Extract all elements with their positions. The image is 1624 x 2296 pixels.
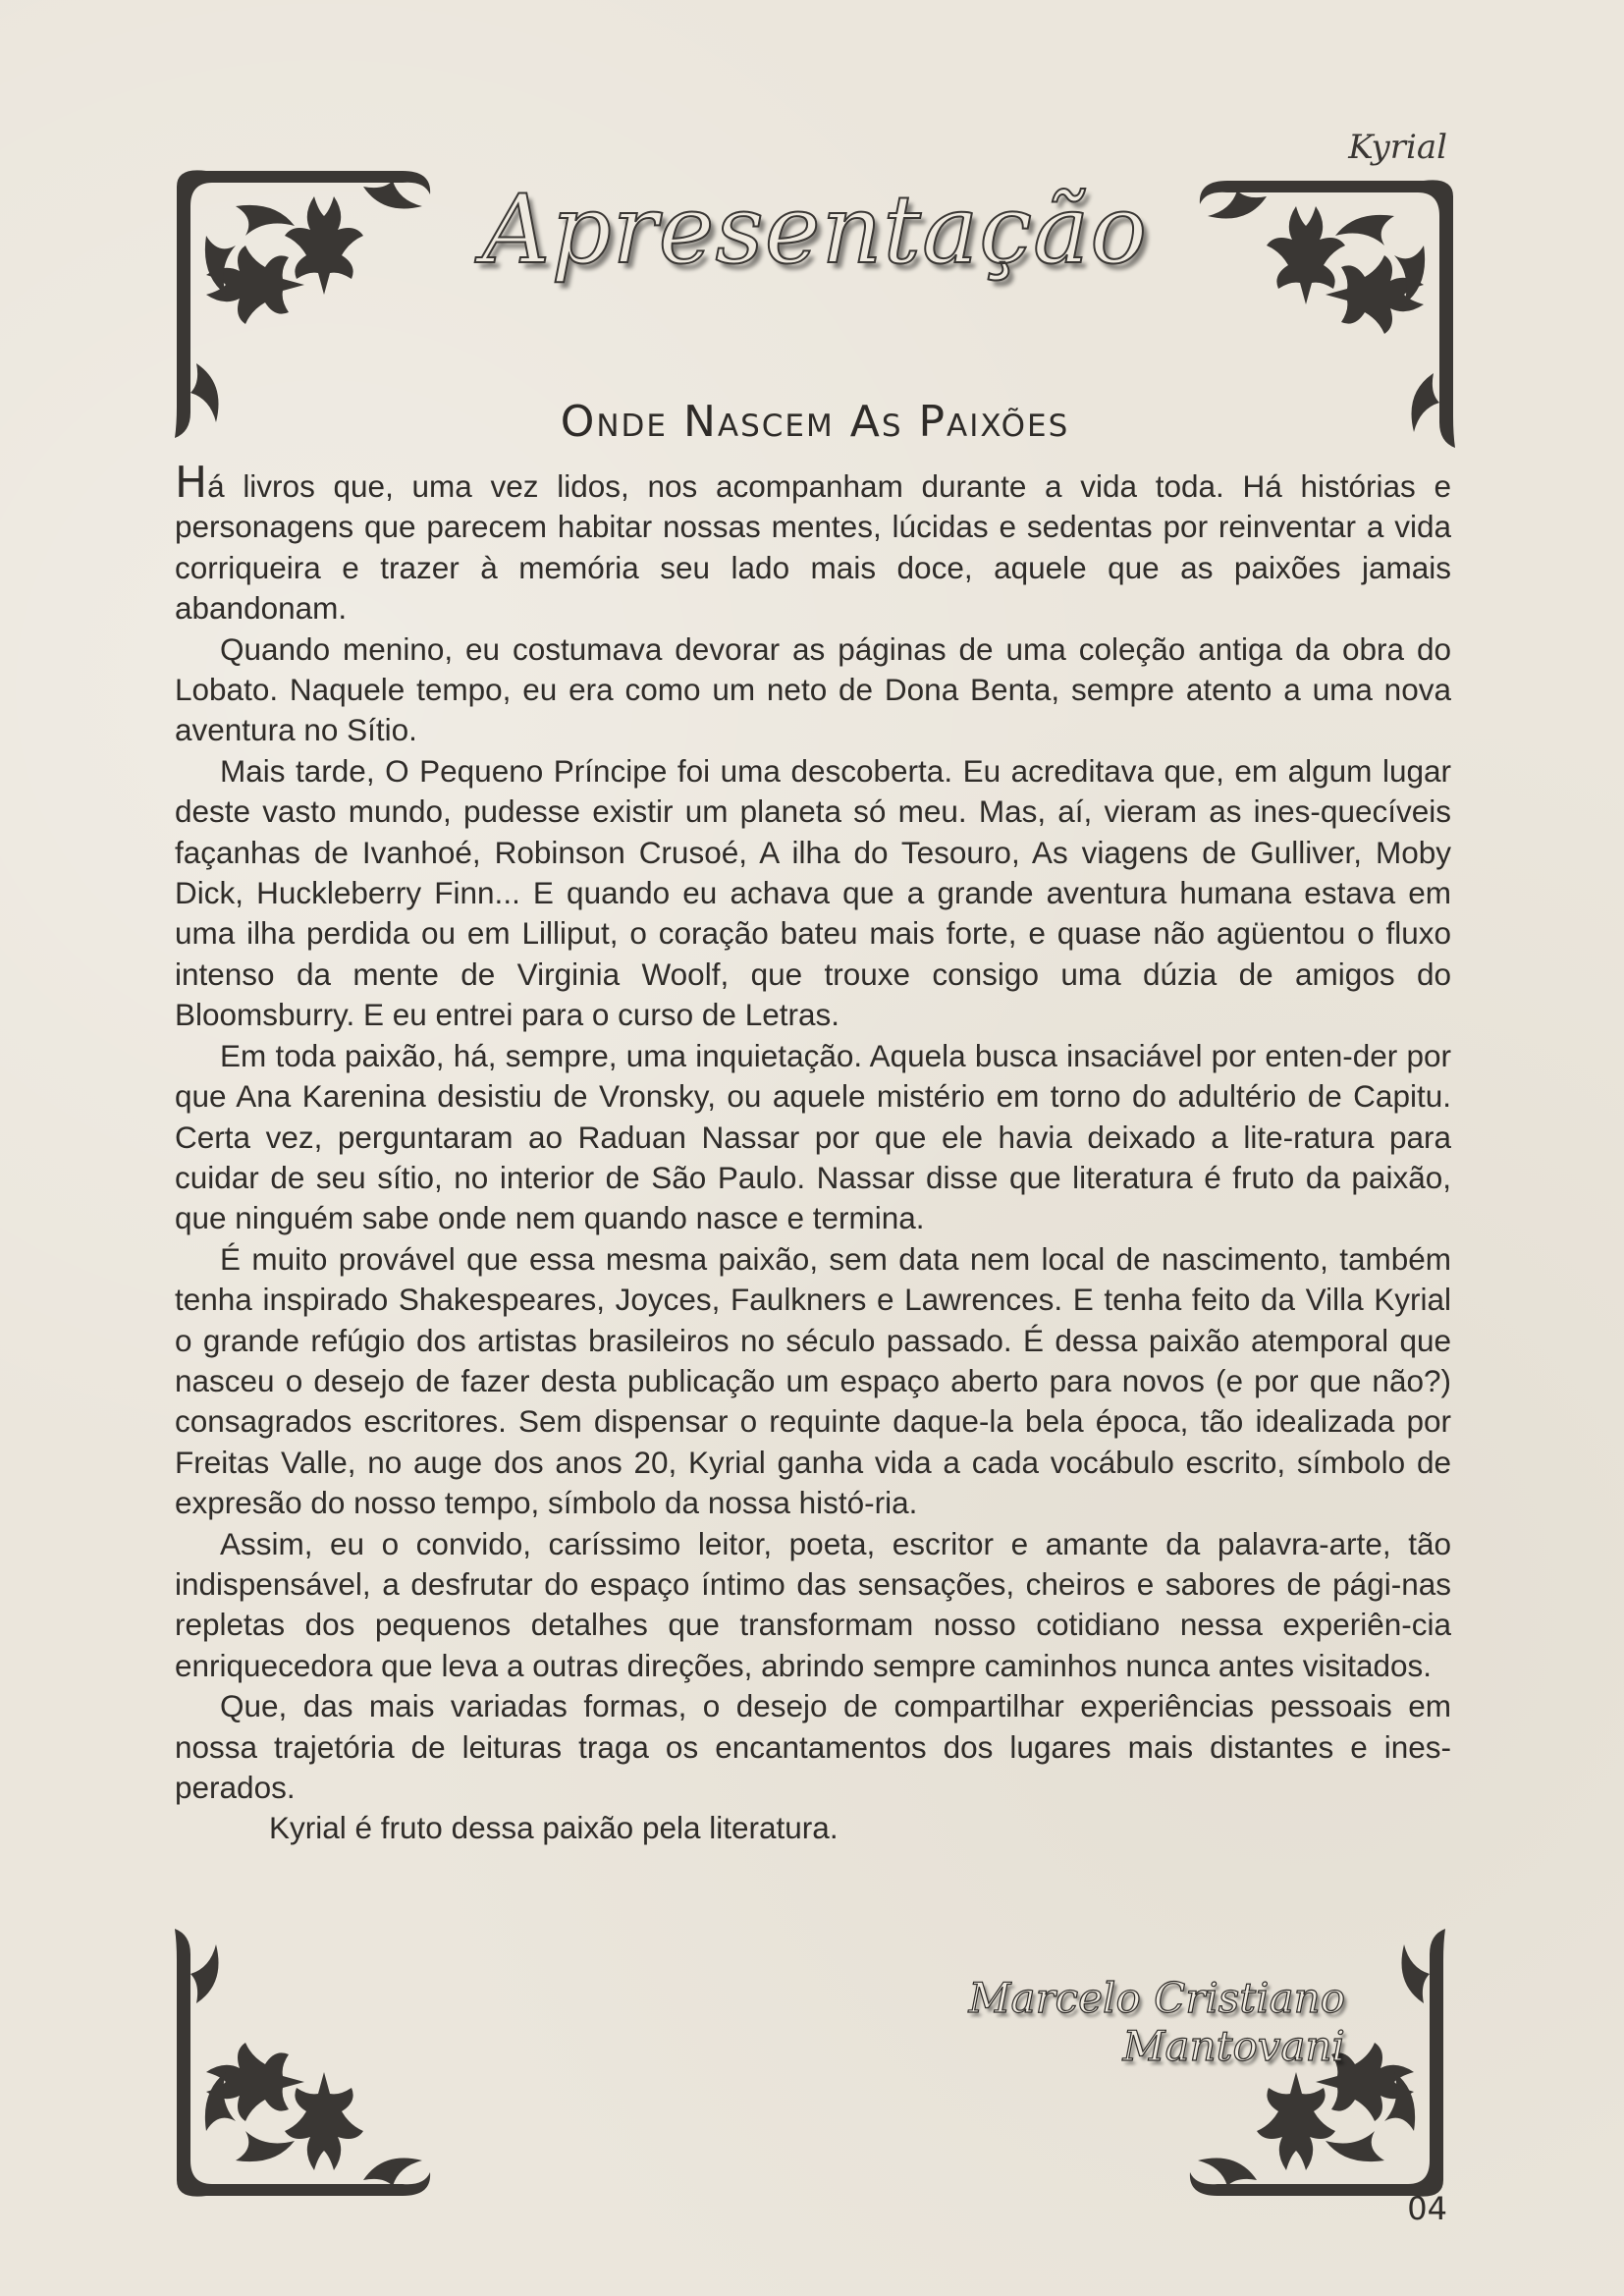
section-subtitle: Onde Nascem As Paixões <box>560 397 1070 447</box>
paragraph-text: á livros que, uma vez lidos, nos acompanham durante a vida toda. Há histórias e personagens que parecem habitar nossas mentes, lúcidas e sedentas por reinventar a vida corriqueira e trazer à memória seu lado mais doce, aquele que as paixões jamais abandonam. <box>175 468 1451 627</box>
closing-line: Kyrial é fruto dessa paixão pela literatura. <box>269 1810 839 1846</box>
paragraph: Mais tarde, O Pequeno Príncipe foi uma descoberta. Eu acreditava que, em algum lugar deste vasto mundo, pudesse existir um planeta só meu. Mas, aí, vieram as ines-quecíveis façanhas de Ivanhoé, Robinson Crusoé, A ilha do Tesouro, As viagens de Gulliver, Moby Dick, Huckleberry Finn... E quando eu achava que a grande aventura humana estava em uma ilha perdida ou em Lilliput, o coração bateu mais forte, e quase não agüentou o fluxo intenso da mente de Virginia Woolf, que trouxe consigo uma dúzia de amigos do Bloomsburry. E eu entrei para o curso de Letras. <box>175 752 1451 1033</box>
page-title: Apresentação <box>482 175 1148 285</box>
author-signature: Marcelo Cristiano Mantovani <box>968 1974 1345 2070</box>
brand-logo: Kyrial <box>1348 128 1447 167</box>
paragraph <box>175 458 1451 629</box>
page-number: 04 <box>1407 2190 1447 2227</box>
paragraph: Que, das mais variadas formas, o desejo de compartilhar experiências pessoais em nossa trajetória de leituras traga os encantamentos dos lugares mais distantes e ines-perados. <box>175 1688 1451 1805</box>
leaf-ornament-icon <box>1178 177 1463 462</box>
article-body <box>175 458 1451 1849</box>
paragraph: Assim, eu o convido, caríssimo leitor, poeta, escritor e amante da palavra-arte, tão indispensável, a desfrutar do espaço íntimo das sensações, cheiros e sabores de pági-nas repletas dos pequenos detalhes que transformam nosso cotidiano nessa experiên-cia enriquecedora que leva a outras direções, abrindo sempre caminhos nunca antes visitados. <box>175 1525 1451 1683</box>
paragraph: Quando menino, eu costumava devorar as páginas de uma coleção antiga da obra do Lobato. Naquele tempo, eu era como um neto de Dona Benta, sempre atento a uma nova aventura no Sítio. <box>175 630 1451 748</box>
paragraph: É muito provável que essa mesma paixão, sem data nem local de nascimento, também tenha inspirado Shakespeares, Joyces, Faulkners e Lawrences. E tenha feito da Villa Kyrial o grande refúgio dos artistas brasileiros no século passado. É dessa paixão atemporal que nasceu o desejo de fazer desta publicação um espaço aberto para novos (e por que não?) consagrados escritores. Sem dispensar o requinte daque-la bela época, tão idealizada por Freitas Valle, no auge dos anos 20, Kyrial ganha vida a cada vocábulo escrito, símbolo de expresão do nosso tempo, símbolo da nossa histó-ria. <box>175 1240 1451 1521</box>
drop-cap: H <box>175 458 208 508</box>
leaf-ornament-icon <box>167 167 452 452</box>
leaf-ornament-icon <box>167 1915 452 2200</box>
paragraph: Em toda paixão, há, sempre, uma inquietação. Aquela busca insaciável por enten-der por que Ana Karenina desistiu de Vronsky, ou aquele mistério em torno do adultério de Capitu. Certa vez, perguntaram ao Raduan Nassar por que ele havia deixado a lite-ratura para cuidar de seu sítio, no interior de São Paulo. Nassar disse que literatura é fruto da paixão, que ninguém sabe onde nem quando nasce e termina. <box>175 1037 1451 1236</box>
